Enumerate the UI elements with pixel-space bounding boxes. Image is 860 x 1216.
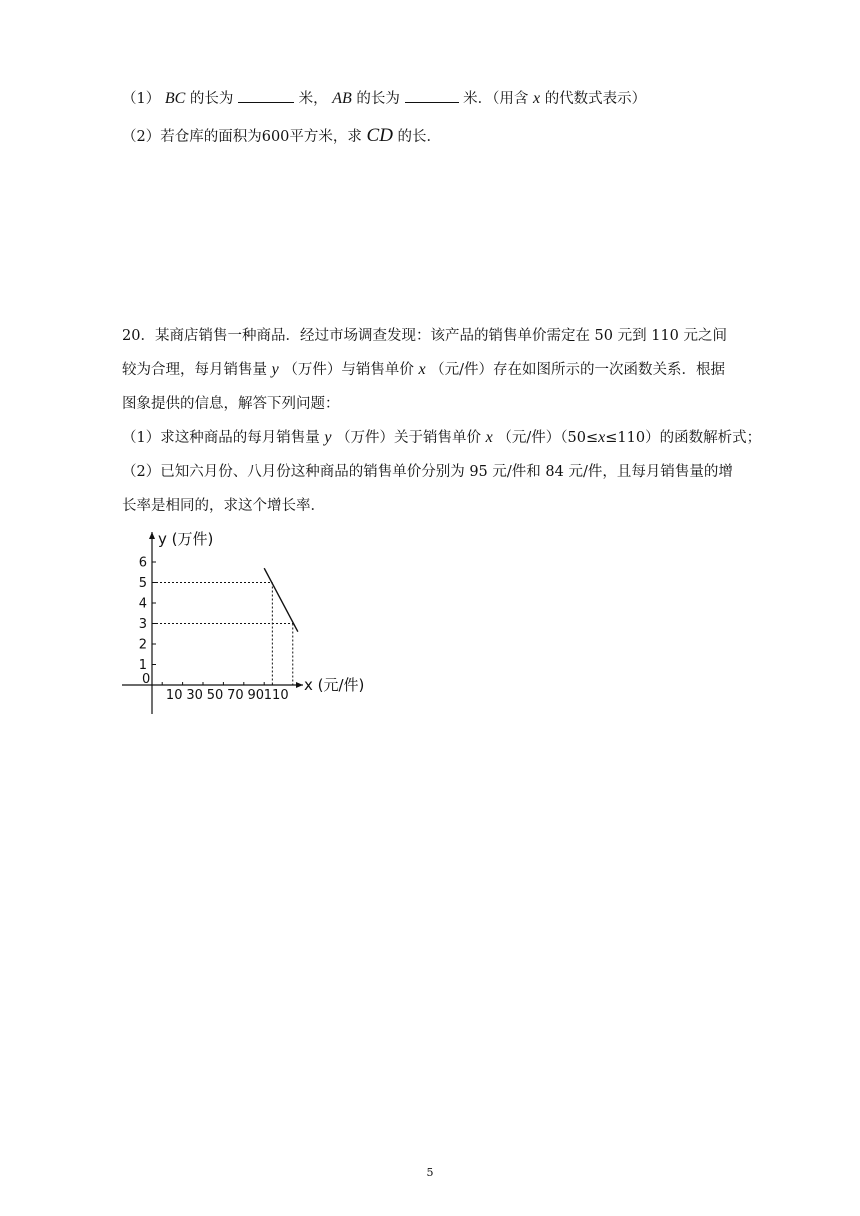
text: 米．（用含 (463, 91, 529, 107)
page-number: 5 (426, 1166, 434, 1179)
function-graph (118, 528, 370, 718)
text: （1）求这种商品的每月销售量 (122, 430, 320, 446)
text: （元/件）（50≤ (497, 430, 599, 446)
q19-part1 (122, 88, 646, 109)
var-cd: CD (366, 125, 393, 146)
y-tick-label: 2 (138, 637, 147, 653)
part-number: （1） (122, 91, 161, 107)
var-x: x (532, 90, 541, 107)
answer-blank-bc[interactable] (238, 88, 294, 103)
x-tick-label: 90 (247, 688, 265, 703)
var-bc: BC (164, 90, 186, 107)
y-tick-label: 4 (138, 596, 147, 612)
y-axis-arrow (149, 532, 155, 539)
y-tick-label: 1 (138, 658, 147, 673)
text: ≤110）的函数解析式； (605, 430, 762, 446)
text: （万件）与销售单价 (283, 362, 414, 378)
text: 的代数式表示） (544, 91, 647, 107)
q20-line5: （2）已知六月份、八月份这种商品的销售单价分别为 95 元/件和 84 元/件，且每月销售量的增 (122, 464, 733, 480)
y-tick-label: 3 (138, 617, 147, 632)
series (264, 568, 298, 632)
var-x: x (598, 429, 606, 446)
text: 的长为 (356, 91, 400, 107)
q19-part2 (122, 126, 441, 147)
x-tick-label: 110 (263, 688, 289, 703)
x-axis-arrow (296, 682, 303, 688)
text: 米， (298, 91, 328, 107)
text: 较为合理，每月销售量 (122, 362, 267, 378)
answer-blank-ab[interactable] (405, 88, 459, 103)
x-tick-label: 10 (165, 688, 183, 703)
q20-line3: 图象提供的信息，解答下列问题： (122, 396, 340, 412)
y-axis-label: y (万件) (158, 530, 214, 548)
tick-labels (139, 556, 289, 704)
y-tick-label: 6 (138, 555, 147, 571)
reference-lines (152, 583, 293, 686)
x-tick-label: 50 (206, 688, 224, 703)
text: 的长为 (189, 91, 234, 107)
q20-line2 (122, 360, 725, 380)
text: （万件）关于销售单价 (336, 430, 482, 446)
q20-line1: 20．某商店销售一种商品．经过市场调查发现：该产品的销售单价需定在 50 元到 110 元之间 (122, 328, 728, 344)
var-y: y (324, 429, 332, 446)
axis-labels (158, 530, 364, 694)
q20-line6: 长率是相同的，求这个增长率． (122, 498, 325, 514)
function-line (264, 568, 298, 632)
x-tick-label: 30 (186, 688, 203, 703)
x-tick-label: 70 (227, 688, 244, 703)
origin-label: 0 (142, 672, 151, 687)
var-x: x (485, 429, 493, 446)
text: （2）若仓库的面积为600平方米，求 (122, 129, 362, 145)
y-tick-label: 5 (138, 576, 147, 591)
text: （元/件）存在如图所示的一次函数关系．根据 (430, 362, 726, 378)
text: 的长． (397, 129, 442, 145)
x-axis-label: x (元/件) (304, 676, 365, 694)
var-y: y (271, 361, 279, 378)
var-ab: AB (332, 90, 352, 107)
q20-line4 (122, 428, 761, 448)
var-x: x (418, 361, 426, 378)
